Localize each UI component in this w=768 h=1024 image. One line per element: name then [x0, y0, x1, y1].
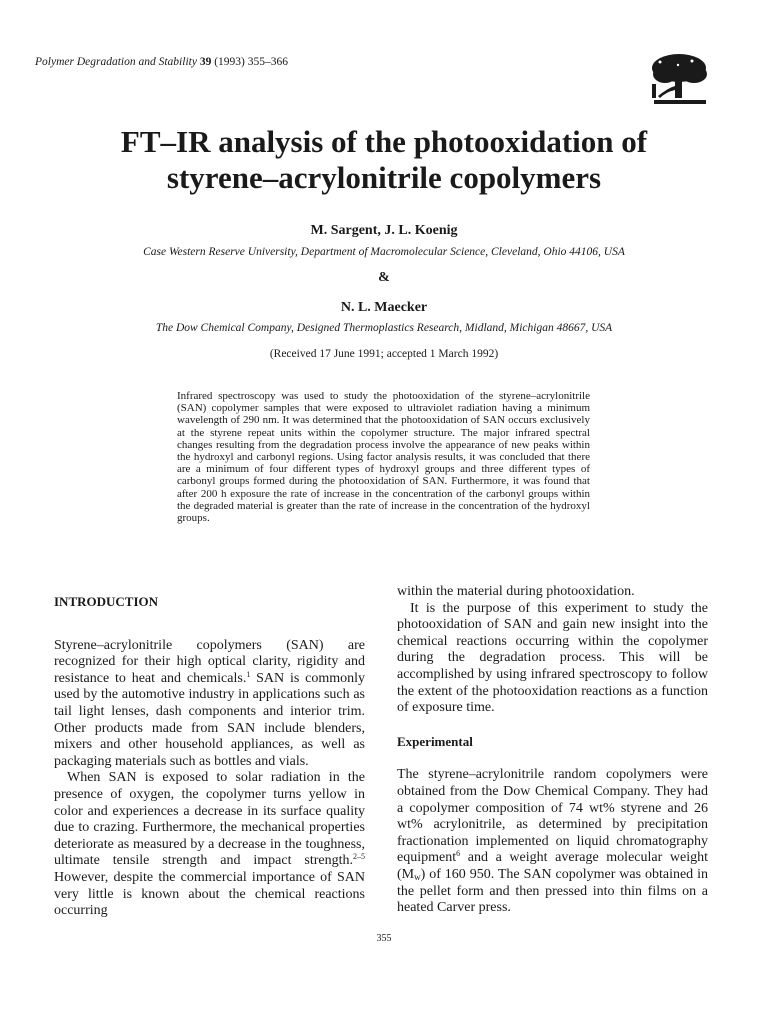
journal-volume: 39 [199, 56, 212, 68]
intro-paragraph-continued: within the material during photooxidation. [397, 584, 635, 599]
section-heading-experimental: Experimental [397, 733, 473, 749]
reference-6: 6 [456, 849, 461, 859]
intro-paragraph-2: When SAN is exposed to solar radiation in the presence of oxygen, the copolymer turns yellow in color and experiences a decrease in its surface quality due to crazing. Furthermore, the mechanical properties deteriorate as measured by a decrease in the toughness, ultimate tensile strength and impact strength.$^{2-5}$ However, despite the commercial importance of SAN very little is known about the chemical reactions occurring [54, 770, 365, 919]
author-separator: & [378, 270, 390, 285]
subscript-w: w [414, 871, 421, 882]
affiliation-1: Case Western Reserve University, Department of Macromolecular Science, Cleveland, Ohio 44106, USA [143, 246, 625, 258]
journal-pages: (1993) 355–366 [214, 56, 288, 68]
received-dates: (Received 17 June 1991; accepted 1 March 1992) [269, 348, 499, 360]
abstract: Infrared spectroscopy was used to study the photooxidation of the styrene–acrylonitrile (SAN) copolymer samples that were exposed to ultraviolet radiation having a minimum wavelength of 290 nm. It was determined that the photooxidation of SAN occurs exclusively at the styrene repeat units within the copolymer structure. The major infrared spectral changes resulting from the degradation process involve the appearance of new peaks within the hydroxyl and carbonyl regions. Using factor analysis results, it was concluded that there are a minimum of four different types of hydroxyl groups and three different types of carbonyl groups formed during the photooxidation of SAN. Furthermore, it was found that after 200 h exposure the rate of increase in the concentration of the carbonyl groups within the degraded material is greater than the rate of increase in the concentration of the hydroxyl groups. [177, 390, 590, 525]
left-column [54, 594, 365, 920]
tree-icon [648, 52, 710, 104]
intro-paragraph-3: It is the purpose of this experiment to study the photooxidation of SAN and gain new insight into the chemical reactions occurring within the copolymer during the degradation process. This will be accomplished by using infrared spectroscopy to follow the extent of the photooxidation reactions as a function of exposure time. [397, 600, 708, 716]
affiliation-2: The Dow Chemical Company, Designed Thermoplastics Research, Midland, Michigan 48667, USA [155, 322, 613, 334]
journal-name: Polymer Degradation and Stability [35, 56, 197, 68]
publisher-logo [648, 52, 710, 104]
section-heading-introduction: INTRODUCTION [54, 594, 159, 609]
authors-group-1: M. Sargent, J. L. Koenig [310, 223, 458, 238]
experimental-paragraph-1: The styrene–acrylonitrile random copolymers were obtained from the Dow Chemical Company. They had a copolymer composition of 74 wt% styrene and 26 wt% acrylonitrile, as determined by precipitation fractionation implemented on liquid chromatography equipment$^6$ and a weight average molecular weight $(M_w)$ of 160 950. The SAN copolymer was obtained in the pellet form and then pressed into thin films on a heated Carver press. [397, 767, 708, 916]
intro-paragraph-1: Styrene–acrylonitrile copolymers (SAN) are recognized for their high optical clarity, rigidity and resistance to heat and chemicals.$^1$ SAN is commonly used by the automotive industry in applications such as tail light lenses, dash components and interior trim. Other products made from SAN include blenders, mixers and other household appliances, as well as packaging materials such as bottles and vials. [54, 637, 365, 769]
reference-1: 1 [246, 669, 251, 679]
page-number: 355 [376, 933, 392, 944]
right-column [397, 584, 708, 917]
article-title [0, 124, 768, 196]
title-line-2: styrene–acrylonitrile copolymers [166, 160, 602, 195]
authors-group-2: N. L. Maecker [340, 300, 428, 315]
journal-citation [35, 56, 288, 68]
reference-2-5: 2–5 [353, 852, 365, 862]
title-line-1: FT–IR analysis of the photooxidation of [120, 124, 648, 159]
